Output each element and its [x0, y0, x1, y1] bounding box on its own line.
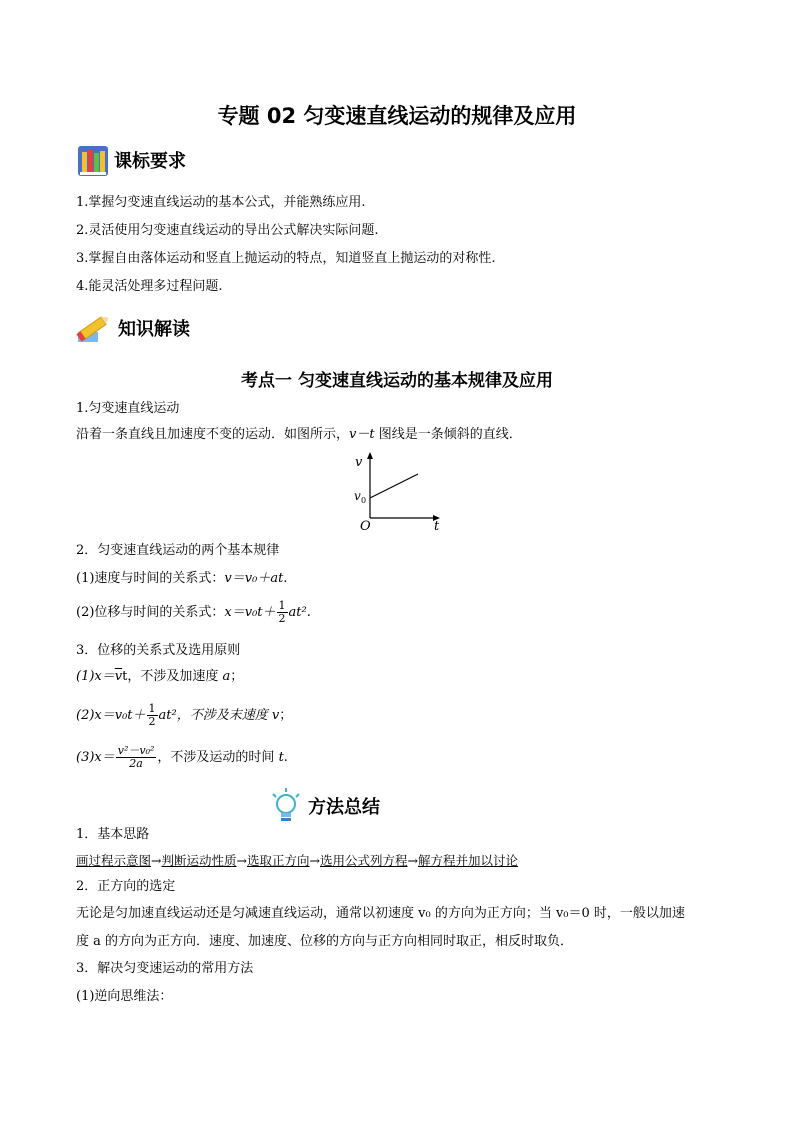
v-label: v: [355, 455, 363, 470]
text-var: v: [271, 708, 280, 723]
step: 选用公式列方程: [320, 853, 408, 868]
text: (2)位移与时间的关系式：: [76, 605, 225, 620]
paragraph-text: [76, 426, 522, 444]
fraction-num: 1: [278, 599, 286, 612]
requirement-item: 2.灵活使用匀变速直线运动的导出公式解决实际问题.: [76, 223, 379, 238]
fraction: [116, 745, 157, 770]
paragraph-head: (1)逆向思维法：: [76, 989, 173, 1004]
text-var: v－t: [349, 427, 375, 442]
v-axis-arrow: [367, 452, 373, 459]
text: ；: [279, 708, 293, 723]
formula-line: [76, 600, 311, 625]
requirement-item: 1.掌握匀变速直线运动的基本公式，并能熟练应用.: [76, 195, 366, 210]
kaodian-heading: 考点一 匀变速直线运动的基本规律及应用: [241, 371, 553, 391]
formula: (3)x＝: [76, 750, 115, 765]
lightbulb-icon: [268, 786, 304, 826]
paragraph-head: 1．基本思路: [76, 827, 150, 842]
formula: x＝v₀t＋: [224, 605, 276, 620]
arrow: →: [407, 853, 418, 868]
requirement-item: 3.掌握自由落体运动和竖直上抛运动的特点，知道竖直上抛运动的对称性.: [76, 251, 496, 266]
section-header-method: [268, 786, 380, 826]
text: (1)速度与时间的关系式：: [76, 571, 225, 586]
step: 选取正方向: [247, 853, 310, 868]
text: ；: [230, 669, 244, 684]
formula: (1)x＝: [76, 669, 115, 684]
v0-sub: 0: [361, 496, 367, 505]
formula: at².: [288, 605, 311, 620]
section-label: 方法总结: [308, 797, 380, 818]
fraction-den: 2: [148, 715, 156, 728]
text-var: a: [222, 669, 231, 684]
formula-line: [76, 745, 288, 770]
formula: (2)x＝v₀t＋: [76, 708, 146, 723]
paragraph-text: 度 a 的方向为正方向．速度、加速度、位移的方向与正方向相同时取正，相反时取负．: [76, 934, 574, 949]
step: 解方程并加以讨论: [418, 853, 519, 868]
fraction-num: v²－v₀²: [117, 744, 155, 757]
fraction: [277, 600, 288, 625]
paragraph-head: 3．解决匀变速运动的常用方法: [76, 961, 254, 976]
paragraph-head: 1.匀变速直线运动: [76, 401, 180, 416]
text: 图线是一条倾斜的直线．: [374, 427, 522, 442]
fraction: [147, 703, 158, 728]
arrow: →: [151, 853, 162, 868]
paragraph-head: 3．位移的关系式及选用原则: [76, 643, 241, 658]
formula: at²，不涉及末速度: [158, 708, 272, 723]
paragraph-text: 无论是匀加速直线运动还是匀减速直线运动，通常以初速度 v₀ 的方向为正方向；当 v₀＝0 时，一般以加速: [76, 906, 685, 921]
pencil-icon: [74, 310, 114, 346]
section-header-knowledge: [74, 310, 190, 346]
requirement-item: 4.能灵活处理多过程问题.: [76, 279, 223, 294]
formula: v＝v₀＋at.: [224, 571, 288, 586]
section-header-requirements: [76, 142, 186, 178]
origin-label: O: [360, 519, 371, 532]
formula-line: [76, 668, 243, 686]
books-icon: [76, 142, 110, 178]
paragraph-head: 2．匀变速直线运动的两个基本规律: [76, 543, 280, 558]
text: 沿着一条直线且加速度不变的运动．如图所示，: [76, 427, 350, 442]
text-var: t: [278, 750, 284, 765]
v0-label: v: [354, 489, 361, 503]
vt-line: [370, 474, 418, 498]
text: ，不涉及运动的时间: [157, 750, 279, 765]
page-title: 专题 02 匀变速直线运动的规律及应用: [217, 104, 577, 128]
step: 画过程示意图: [76, 853, 152, 868]
paragraph-head: 2．正方向的选定: [76, 879, 176, 894]
section-label: 知识解读: [118, 319, 190, 340]
formula-line: [76, 570, 287, 588]
text: .: [283, 750, 288, 765]
steps-line: [76, 852, 518, 870]
fraction-num: 1: [148, 702, 156, 715]
step: 判断运动性质: [161, 853, 237, 868]
vt-graph: [348, 450, 448, 532]
fraction-den: 2a: [129, 757, 143, 770]
arrow: →: [309, 853, 320, 868]
section-label: 课标要求: [114, 151, 186, 172]
text: t，不涉及加速度: [122, 669, 223, 684]
fraction-den: 2: [278, 612, 286, 625]
v-bar: $\overline{v}$: [114, 669, 123, 684]
formula-line: [76, 703, 292, 728]
t-label: t: [434, 519, 440, 532]
arrow: →: [236, 853, 247, 868]
